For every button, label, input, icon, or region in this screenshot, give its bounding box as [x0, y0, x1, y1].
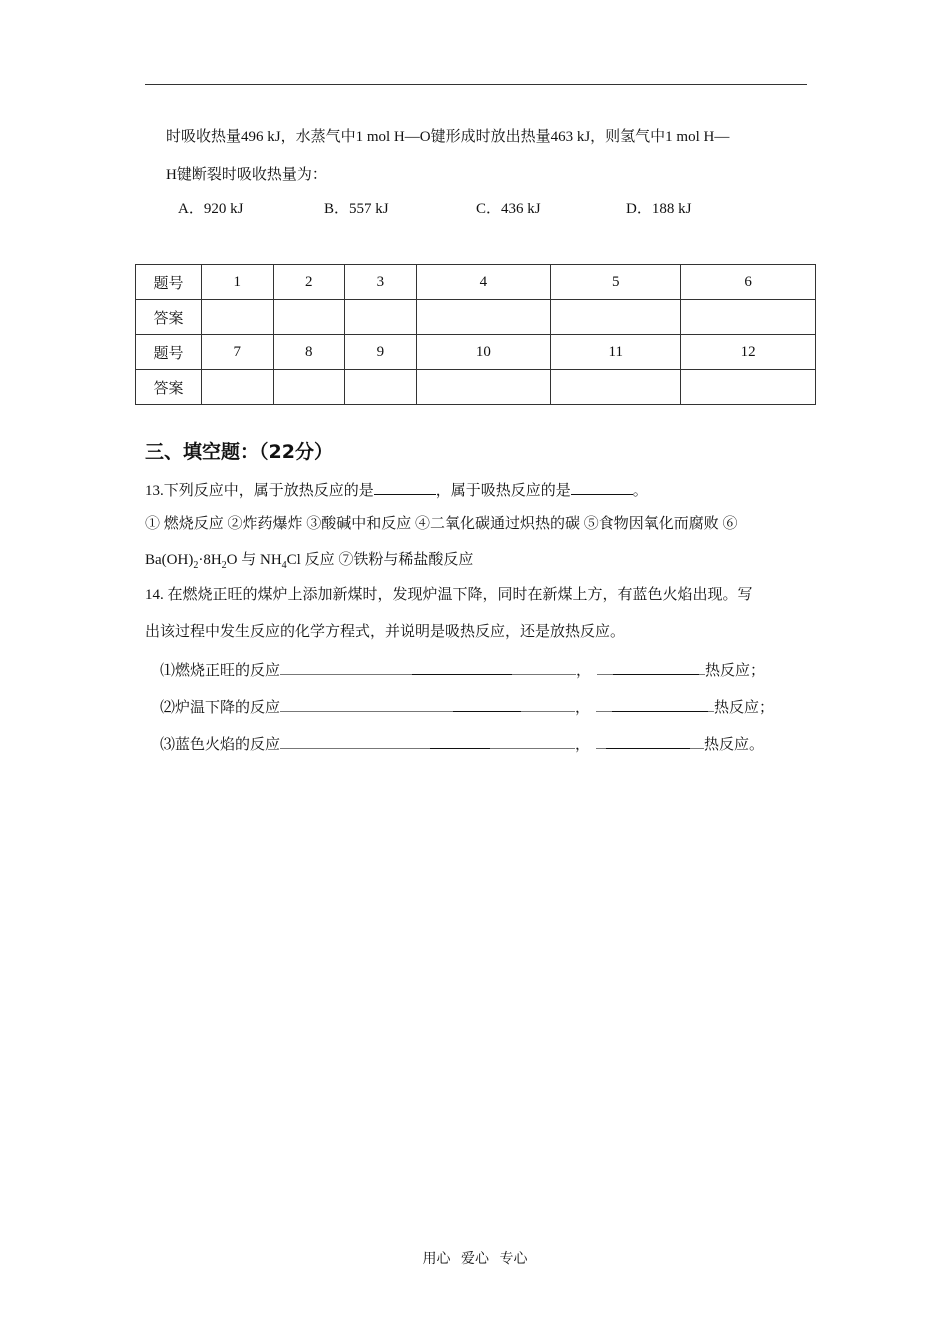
table-cell: 12 — [681, 335, 816, 370]
comma: ， — [575, 700, 591, 716]
table-answer-label: 答案 — [136, 300, 202, 335]
q14-sub2 — [160, 697, 774, 718]
header-rule — [145, 84, 807, 85]
table-cell: 5 — [551, 265, 681, 300]
q14-sub2-type-blank[interactable] — [590, 700, 714, 716]
q13-prefix: 13.下列反应中，属于放热反应的是 — [145, 483, 374, 499]
question-13 — [145, 480, 648, 501]
formula-text: Cl 反应 ⑦铁粉与稀盐酸反应 — [286, 552, 474, 568]
formula-text: ·8H — [198, 552, 222, 568]
table-cell: 3 — [345, 265, 417, 300]
answer-cell[interactable] — [416, 300, 551, 335]
question-continued-line1: 时吸收热量496 kJ，水蒸气中1 mol H—O键形成时放出热量463 kJ，则氢气中1 mol H— — [166, 129, 730, 145]
formula-text: Ba(OH) — [145, 552, 194, 568]
q13-items-line2 — [145, 550, 473, 570]
table-cell: 11 — [551, 335, 681, 370]
table-cell: 2 — [273, 265, 345, 300]
q14-line1: 14. 在燃烧正旺的煤炉上添加新煤时，发现炉温下降，同时在新煤上方，有蓝色火焰出现。写 — [145, 587, 753, 603]
table-cell: 7 — [202, 335, 274, 370]
q14-sub2-tail: 热反应； — [714, 700, 775, 716]
formula-subscript: 2 — [193, 560, 199, 571]
table-row — [136, 370, 816, 405]
formula-subscript: 2 — [221, 560, 227, 571]
answer-cell[interactable] — [416, 370, 551, 405]
table-row — [136, 265, 816, 300]
q13-suffix: 。 — [632, 483, 648, 499]
table-cell: 9 — [345, 335, 417, 370]
q13-items-line1: ① 燃烧反应 ②炸药爆炸 ③酸碱中和反应 ④二氧化碳通过炽热的碳 ⑤食物因氧化而腐败 ⑥ — [145, 516, 738, 532]
page-footer: 用心 爱心 专心 — [422, 1252, 528, 1267]
table-cell: 10 — [416, 335, 551, 370]
q14-sub1 — [160, 660, 765, 681]
option-b: B．557 kJ — [324, 201, 389, 217]
formula-text: O 与 NH — [226, 552, 282, 568]
q14-sub1-equation-blank[interactable] — [280, 663, 576, 679]
option-c: C．436 kJ — [476, 201, 541, 217]
comma: ， — [575, 737, 591, 753]
answer-cell[interactable] — [681, 370, 816, 405]
section-title: 三、填空题：（22分） — [145, 441, 333, 463]
table-cell: 8 — [273, 335, 345, 370]
q13-middle: ，属于吸热反应的是 — [435, 483, 571, 499]
table-header-label: 题号 — [136, 335, 202, 370]
comma: ， — [576, 663, 592, 679]
q14-line2: 出该过程中发生反应的化学方程式，并说明是吸热反应，还是放热反应。 — [145, 624, 626, 640]
table-cell: 4 — [416, 265, 551, 300]
answer-cell[interactable] — [681, 300, 816, 335]
table-row — [136, 300, 816, 335]
option-d: D．188 kJ — [626, 201, 692, 217]
answer-cell[interactable] — [273, 300, 345, 335]
answer-cell[interactable] — [202, 300, 274, 335]
q14-sub1-type-blank[interactable] — [591, 663, 705, 679]
q14-sub1-tail: 热反应； — [705, 663, 766, 679]
option-a: A．920 kJ — [178, 201, 244, 217]
q14-sub1-label: ⑴燃烧正旺的反应 — [160, 663, 281, 679]
table-header-label: 题号 — [136, 265, 202, 300]
q14-sub3-label: ⑶蓝色火焰的反应 — [160, 737, 281, 753]
answer-cell[interactable] — [345, 370, 417, 405]
answer-cell[interactable] — [273, 370, 345, 405]
q13-blank-endothermic[interactable] — [571, 480, 633, 495]
table-cell: 6 — [681, 265, 816, 300]
table-answer-label: 答案 — [136, 370, 202, 405]
answer-cell[interactable] — [202, 370, 274, 405]
q14-sub3-type-blank[interactable] — [590, 737, 704, 753]
q13-blank-exothermic[interactable] — [374, 480, 436, 495]
table-cell: 1 — [202, 265, 274, 300]
answer-cell[interactable] — [345, 300, 417, 335]
q14-sub3 — [160, 734, 764, 755]
answer-cell[interactable] — [551, 370, 681, 405]
q14-sub3-tail: 热反应。 — [704, 737, 765, 753]
answer-table — [135, 264, 816, 405]
question-continued-line2: H键断裂时吸收热量为： — [166, 167, 327, 183]
q14-sub2-label: ⑵炉温下降的反应 — [160, 700, 281, 716]
answer-cell[interactable] — [551, 300, 681, 335]
table-row — [136, 335, 816, 370]
q14-sub2-equation-blank[interactable] — [280, 700, 575, 716]
formula-subscript: 4 — [281, 560, 287, 571]
q14-sub3-equation-blank[interactable] — [280, 737, 575, 753]
